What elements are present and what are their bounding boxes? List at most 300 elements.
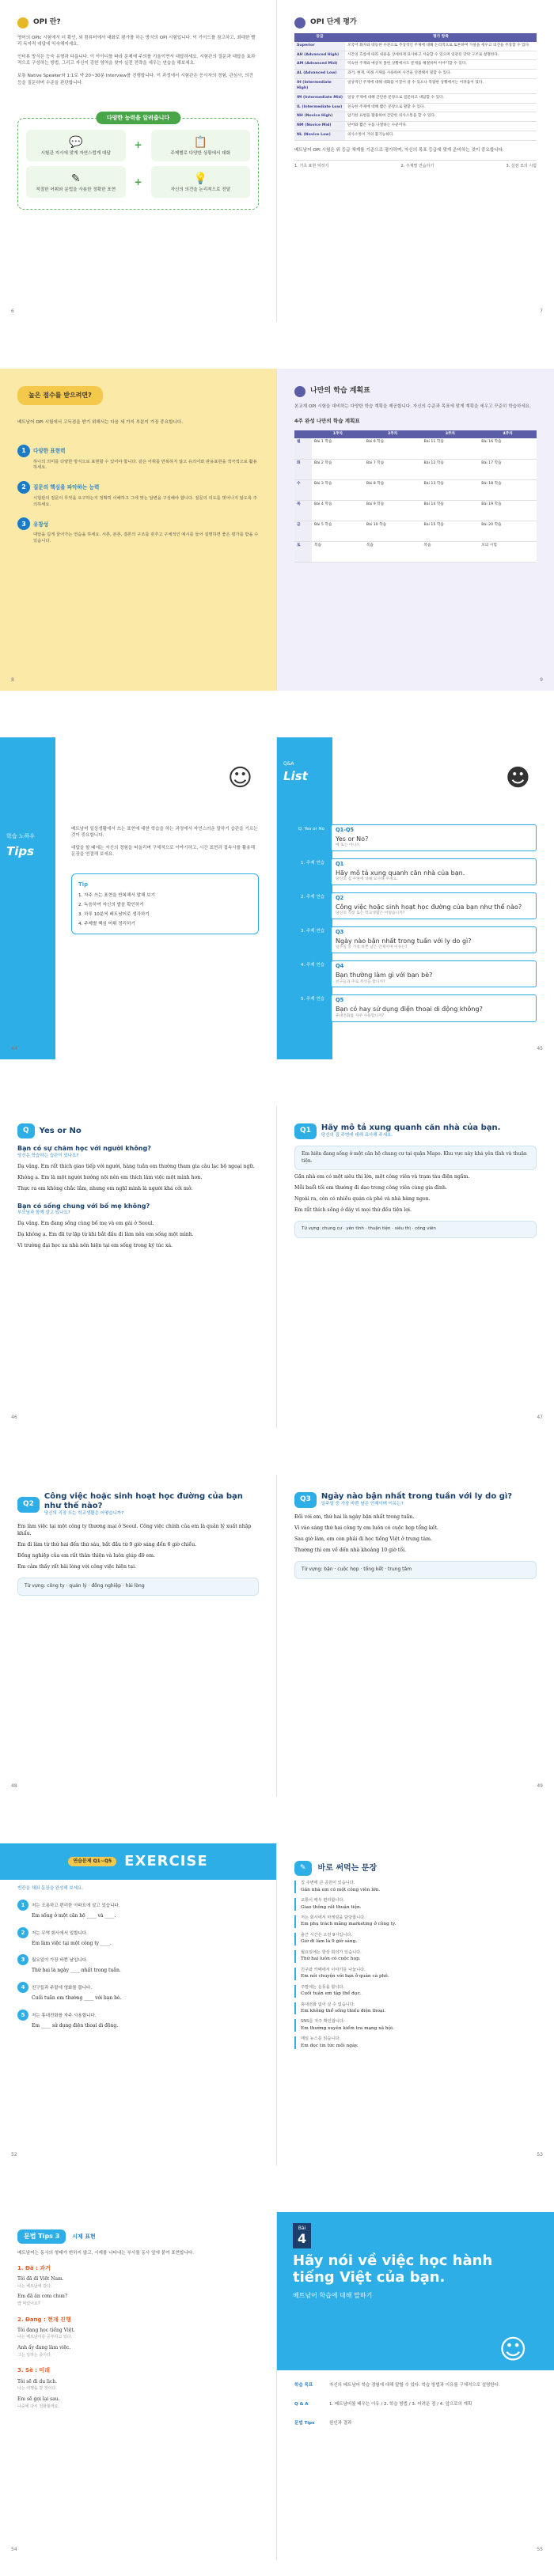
page-number: 9 (540, 677, 543, 684)
page-opi-intro (0, 0, 277, 322)
step-number: 1 (17, 445, 30, 457)
page-yes-no: Q Yes or No Bạn có sự chăm học với người không? 당신은 학습하는 습관이 있나요? Dạ vâng. Em rất thích giao tiếp với người, hàng tuần em thường tham gia câu lạc bộ ngoại ngữ. Không ạ. Em là một người hướng nội nên em thích làm việc một mình hơn. Thực ra em không chắc lắm, nhưng em nghĩ mình là người khá cởi mở. Bạn có sống chung với bố mẹ không? 부모님과 함께 살고 있나요? Dạ vâng. Em đang sống cùng bố mẹ và em gái ở Seoul. Dạ không ạ. Em đã tự lập từ khi bắt đầu đi làm nên em sống một mình. Vì trường đại học xa nhà nên hiện tại em sống trong ký túc xá. 46 (0, 1106, 277, 1428)
plus-icon: + (134, 139, 142, 151)
page-q1: Q1 Hãy mô tả xung quanh căn nhà của bạn. 당신의 집 주변에 대해 묘사해 주세요. Em hiện đang sống ở một căn hộ chung cư tại quận Mapo. Khu vực này khá yên tĩnh và thuận tiện. Gần nhà em có một siêu thị lớn, một công viên và trạm tàu điện ngầm. Mỗi buổi tối em thường đi dạo trong công viên cùng gia đình. Ngoài ra, còn có nhiều quán cà phê và nhà hàng ngon. Em rất thích sống ở đây vì mọi thứ đều tiện lợi. Từ vựng: chung cư · yên tĩnh · thuận tiện · siêu thị · công viên 47 (294, 1123, 543, 1421)
tip-item: 3. 하루 10분씩 베트남어로 생각하기 (78, 911, 150, 917)
plan-cell: Bài 12 학습 (422, 459, 480, 479)
sentence-item (294, 2019, 537, 2032)
field-value: 1. 베트남어를 배우는 이유 / 2. 학습 방법 / 3. 어려운 점 / 4. 앞으로의 계획 (329, 2401, 472, 2407)
plan-cell: Bài 19 학습 (479, 500, 537, 521)
section-title: OPI 란? (33, 18, 61, 27)
tip-box: Tip 1. 자주 쓰는 표현을 반복해서 말해 보기 2. 녹음하여 자신의 발음 확인하기 3. 하루 10분씩 베트남어로 생각하기 4. 주제별 핵심 어휘 정리하기 (71, 873, 259, 934)
exercise-sentence: Thứ hai là ngày ____ nhất trong tuần. (32, 1968, 121, 1974)
lesson-field (294, 2402, 537, 2408)
page-number: 49 (537, 1783, 543, 1790)
sentence-ko: 휴대전화 없이 살 수 없습니다. (301, 2002, 355, 2007)
qa-label: Q5 (336, 997, 344, 1004)
paragraph: 베트남어 일상생활에서 쓰는 표현에 대한 학습을 하는 과정에서 자연스러운 말하기 습관을 기르는 것이 중요합니다. (71, 827, 258, 839)
section-title: 나만의 학습 계획표 (310, 387, 370, 396)
qa-label: Q1 (336, 861, 344, 868)
answer-line (294, 1525, 537, 1532)
answer-vi: Mỗi buổi tối em thường đi dạo trong công viên cùng gia đình. (294, 1185, 447, 1191)
qa-label: Q4 (336, 963, 344, 970)
question-title: Hãy mô tả xung quanh căn nhà của bạn. (321, 1123, 501, 1132)
plan-cell: 복습 (312, 541, 364, 562)
qa-vi: Bạn có hay sử dụng điện thoại di động không? (336, 1006, 483, 1013)
plan-cell: Bài 2 학습 (312, 459, 364, 479)
answer-vi: Vì vào sáng thứ hai công ty em luôn có cuộc họp tổng kết. (294, 1525, 438, 1531)
exercise-sentence: Em làm việc tại một công ty ____. (32, 1940, 112, 1946)
lesson-field (294, 2421, 537, 2427)
ability-box (17, 114, 259, 210)
table-row (294, 500, 537, 521)
level-cell: IH (Intermediate High) (294, 79, 345, 94)
answer-vi: Ngoài ra, còn có nhiều quán cà phê và nhà hàng ngon. (294, 1196, 431, 1203)
answer-vi: Em rất thích sống ở đây vì mọi thứ đều tiện lợi. (294, 1207, 412, 1214)
sentence-ko: 교통이 매우 편리합니다. (301, 1897, 345, 1903)
exercise-item (17, 1954, 259, 1975)
qa-vi: Công việc hoặc sinh hoạt học đường của bạn như thế nào? (336, 903, 522, 911)
table-row (294, 479, 537, 500)
field-value: 자신의 베트남어 학습 경험에 대해 말할 수 있다. 학습 방법과 이유를 구체적으로 설명한다. (329, 2383, 500, 2388)
bullet-icon (294, 17, 305, 28)
example-vi: Anh ấy đang làm việc. (17, 2345, 71, 2351)
sentence-item (294, 1985, 537, 1998)
qa-section: 3. 주제 연습 (301, 929, 324, 934)
page-number: 48 (11, 1783, 17, 1790)
desc-cell: 모국어 화자와 대등한 수준으로 추상적인 주제에 대해 논리적으로 토론하며 가설을 세우고 의견을 주장할 수 있다. (345, 42, 537, 51)
q-badge: Q3 (294, 1492, 317, 1507)
table-row (294, 42, 537, 51)
note: 베트남어 OPI 시험은 위 등급 체계를 기준으로 평가하며, 자신의 목표 등급에 맞게 준비하는 것이 중요합니다. (294, 147, 504, 153)
step-number: 3 (17, 517, 30, 530)
step-item (17, 481, 259, 508)
page-qa-list (277, 737, 554, 1059)
page-q3: Q3 Ngày nào bận nhất trong tuần với ly do gì? 일주일 중 가장 바쁜 날은 언제이며 이유는? Đối với em, thứ hai là ngày bận nhất trong tuần. Vì vào sáng thứ hai công ty em luôn có cuộc họp tổng kết. Sau giờ làm, em còn phải đi học tiếng Việt ở trung tâm. Thường thì em về đến nhà khoảng 10 giờ tối. Từ vựng: bận · cuộc họp · tổng kết · trung tâm 49 (294, 1492, 543, 1790)
grammar-example (17, 2276, 259, 2290)
exercise-prompt (17, 2010, 259, 2021)
tip-item: 2. 녹음하여 자신의 발음 확인하기 (78, 902, 144, 907)
desc-cell: 암기한 표현을 활용하여 간단한 의사소통을 할 수 있다. (345, 112, 537, 122)
example-ko: 그는 일하는 중이다. (17, 2352, 52, 2358)
qa-label: Q3 (336, 929, 344, 936)
q-badge: Q (17, 1123, 35, 1138)
spread-5 (0, 1475, 554, 1797)
tip-item: 4. 주제별 핵심 어휘 정리하기 (78, 921, 135, 926)
page-lesson-cover (277, 2212, 554, 2560)
qa-section: 1. 주제 연습 (301, 861, 324, 866)
qa-list-item (282, 960, 537, 987)
answer-line (17, 1524, 259, 1538)
page-grammar-tips (0, 2212, 277, 2560)
qa-list-item (282, 824, 537, 851)
table-header: 평가 항목 (345, 33, 537, 42)
table-header: 등급 (294, 33, 345, 42)
page-number: 54 (11, 2547, 17, 2553)
plus-icon: + (134, 176, 142, 188)
field-label: 문법 Tips (294, 2420, 315, 2426)
page-number: 45 (537, 1046, 543, 1052)
sentence-vi: Giờ đi làm là 9 giờ sáng. (301, 1939, 358, 1945)
answer-vi: Gần nhà em có một siêu thị lớn, một công viên và trạm tàu điện ngầm. (294, 1174, 470, 1180)
answer-vi: Thường thì em về đến nhà khoảng 10 giờ tối. (294, 1547, 407, 1553)
sentence-item (294, 1968, 537, 1980)
q-badge: Q2 (17, 1497, 40, 1512)
answer-line (294, 1185, 537, 1192)
step-text: 시험관의 질문이 무엇을 요구하는지 정확히 이해하고 그에 맞는 답변을 구성해야 합니다. 질문의 의도를 벗어나지 않도록 주의하세요. (33, 496, 257, 507)
qa-section: 2. 주제 연습 (301, 895, 324, 900)
exercise-sentence: Em ____ sử dụng điện thoại di động. (32, 2022, 119, 2029)
tip-item: 1. 자주 쓰는 표현을 반복해서 말해 보기 (78, 892, 156, 898)
desc-cell: 친숙한 주제에 대해 짧은 문장으로 말할 수 있다. (345, 103, 537, 112)
desc-cell: 일상 주제에 대해 간단한 문장으로 질문하고 대답할 수 있다. (345, 93, 537, 103)
sentence-ko: 출근 시간은 오전 9시입니다. (301, 1932, 353, 1938)
example-ko: 나는 여행을 갈 것이다. (17, 2386, 57, 2392)
exercise-number: 5 (17, 2010, 28, 2021)
example-vi: Tôi đang học tiếng Việt. (17, 2327, 75, 2333)
day-cell: 월 (294, 438, 312, 459)
answer-vi: Em đi làm từ thứ hai đến thứ sáu, bắt đầu từ 9 giờ sáng đến 6 giờ chiều. (17, 1541, 197, 1547)
page-study-plan (277, 369, 554, 691)
plan-cell: Bài 13 학습 (422, 479, 480, 500)
plan-cell: Bài 14 학습 (422, 500, 480, 521)
desc-cell: 단어와 짧은 구를 나열하는 수준이다. (345, 122, 537, 131)
exercise-item (17, 1927, 259, 1948)
q-badge: Q1 (294, 1123, 317, 1138)
exercise-ko: 저는 조용하고 편리한 아파트에 살고 있습니다. (32, 1903, 120, 1908)
answer-vi: Không ạ. Em là một người hướng nội nên em thích làm việc một mình hơn. (17, 1174, 203, 1180)
qa-ko: 당신의 집 주변에 대해 묘사해 주세요. (336, 877, 398, 882)
footer-steps: 1. 기초 표현 익히기 2. 주제별 연습하기 3. 실전 모의 시험 (294, 160, 537, 169)
spread-1 (0, 0, 554, 322)
table-row (294, 112, 537, 122)
table-row (294, 60, 537, 70)
answer-line (17, 1232, 259, 1239)
exercise-number: 2 (17, 1927, 28, 1938)
exercise-subtitle: 빈칸을 채워 문장을 완성해 보세요. (17, 1886, 84, 1891)
exercise-number: 3 (17, 1954, 28, 1965)
grammar-example (17, 2294, 259, 2307)
qa-vi: Ngày nào bận nhất trong tuần với ly do gì? (336, 937, 472, 945)
sentence-vi: Em đọc tin tức mỗi ngày. (301, 2043, 359, 2048)
sentence-ko: SNS를 자주 확인합니다. (301, 2019, 345, 2025)
lesson-subtitle: 베트남어 학습에 대해 말하기 (293, 2291, 373, 2299)
level-cell: Superior (294, 42, 345, 51)
opinion-icon: 💡 (193, 172, 207, 186)
qa-question (331, 858, 537, 885)
exercise-ko: 저는 휴대전화를 자주 사용합니다. (32, 2013, 97, 2018)
desc-cell: 시간의 흐름에 따라 내용을 상세하게 묘사하고 서술할 수 있으며 일관된 단락 구조로 설명한다. (345, 51, 537, 60)
field-label: Q & A (294, 2401, 309, 2407)
exercise-prompt (17, 1927, 259, 1938)
table-row (294, 70, 537, 79)
plan-cell: Bài 17 학습 (479, 459, 537, 479)
plan-cell: Bài 18 학습 (479, 479, 537, 500)
sentence-item (294, 1898, 537, 1911)
flag-icon (294, 386, 305, 397)
ability-cell: 💡 자신의 의견을 논리적으로 전달 (151, 166, 251, 198)
exercise-number: 4 (17, 1982, 28, 1993)
answer-line (294, 1547, 537, 1555)
answer-vi: Dạ vâng. Em đang sống cùng bố mẹ và em gái ở Seoul. (17, 1221, 154, 1227)
example-vi: Tôi đã đi Việt Nam. (17, 2275, 64, 2282)
qa-section: Q. Yes or No (298, 827, 324, 832)
qa-section: 5. 주제 연습 (301, 997, 324, 1002)
page-number: 53 (537, 2152, 543, 2158)
sentence-vi: Thứ hai luôn có cuộc họp. (301, 1957, 361, 1962)
intro: 베트남어는 동사의 형태가 변하지 않고, 시제를 나타내는 부사를 동사 앞에 붙여 표현합니다. (17, 2250, 195, 2256)
step-number: 2 (17, 481, 30, 494)
answer-vi: Vì trường đại học xa nhà nên hiện tại em sống trong ký túc xá. (17, 1243, 173, 1249)
page-high-score (0, 369, 277, 691)
exercise-ko: 저는 무역 회사에서 일합니다. (32, 1930, 88, 1936)
qa-vi: Yes or No? (336, 835, 369, 843)
qa-question (331, 892, 537, 919)
table-row (294, 541, 537, 562)
plan-cell: 모의 시험 (479, 541, 537, 562)
exercise-ko: 월요일이 가장 바쁜 날입니다. (32, 1958, 88, 1964)
tips-badge: 문법 Tips 3 (17, 2229, 66, 2244)
grammar-example (17, 2328, 259, 2341)
qa-list-item (282, 858, 537, 885)
answer-line (17, 1186, 259, 1193)
answer-line (294, 1207, 537, 1214)
sentence-ko: 매일 뉴스를 읽습니다. (301, 2036, 341, 2042)
exercise-item (17, 1900, 259, 1920)
vocab-box: Từ vựng: bận · cuộc họp · tổng kết · trung tâm (294, 1561, 537, 1579)
day-cell: 금 (294, 521, 312, 541)
lesson-field (294, 2383, 537, 2389)
answer-line (17, 1564, 259, 1571)
sentence-vi: Em phụ trách mảng marketing ở công ty. (301, 1922, 397, 1927)
mascot-icon: ☺ (227, 764, 252, 792)
sentence-vi: Em không thể sống thiếu điện thoại. (301, 2009, 386, 2014)
answer-vi: Thực ra em không chắc lắm, nhưng em nghĩ mình là người khá cởi mở. (17, 1185, 193, 1191)
answer-line (17, 1164, 259, 1171)
callout-title: 높은 점수를 받으려면? (17, 386, 103, 405)
page-number: 55 (537, 2547, 543, 2553)
section-title: OPI 단계 평가 (310, 18, 357, 27)
level-cell: AL (Advanced Low) (294, 70, 345, 79)
table-row (294, 459, 537, 479)
answer-vi: Đối với em, thứ hai là ngày bận nhất trong tuần. (294, 1513, 415, 1520)
step-title: 유창성 (33, 521, 49, 528)
ability-cell: 💬 시험관 지시에 맞게 자연스럽게 대답 (26, 130, 126, 161)
grammar-example (17, 2396, 259, 2410)
plan-cell: 복습 (422, 541, 480, 562)
table-row (294, 438, 537, 459)
qa-question (331, 926, 537, 953)
level-cell: IM (Intermediate Mid) (294, 93, 345, 103)
answer-line (294, 1536, 537, 1544)
level-cell: AM (Advanced Mid) (294, 60, 345, 70)
spread-4 (0, 1106, 554, 1428)
levels-table (294, 33, 537, 141)
exercise-title: EXERCISE (124, 1852, 208, 1869)
example-vi: Em sẽ gọi lại sau. (17, 2396, 60, 2402)
step-item (17, 517, 259, 544)
day-cell: 목 (294, 500, 312, 521)
sentence-item (294, 2002, 537, 2015)
qa-ko: 예 또는 아니오 (336, 843, 360, 848)
spread-3 (0, 737, 554, 1059)
answer-vi: Dạ không ạ. Em đã tự lập từ khi bắt đầu đi làm nên em sống một mình. (17, 1232, 194, 1238)
grammar-example (17, 2379, 259, 2392)
paragraph: 보통 Native Speaker와 1:1로 약 20~30분 Interview를 진행합니다. 이 과정에서 시험관은 응시자의 경험, 관심사, 의견 등을 질문하며 수준을 판단합니다. (17, 74, 253, 85)
example-vi: Tôi sẽ đi du lịch. (17, 2378, 57, 2385)
sentence-ko: 저는 회사에서 마케팅을 담당합니다. (301, 1915, 366, 1920)
sentence-vi: Em thường xuyên kiểm tra mạng xã hội. (301, 2025, 394, 2031)
answer-line (294, 1174, 537, 1181)
sentence-item (294, 1950, 537, 1963)
qa-ko: 당신의 직장 또는 학교생활은 어떻습니까? (336, 911, 405, 916)
qa-list-item (282, 892, 537, 919)
answer-vi: Em làm việc tại một công ty thương mại ở Seoul. Công việc chính của em là quản lý xuất nhập khẩu. (17, 1523, 252, 1536)
level-cell: AH (Advanced High) (294, 51, 345, 60)
desc-cell: 일상적인 주제에 대해 대화를 이끌어 갈 수 있으나 복잡한 상황에서는 어려움이 있다. (345, 79, 537, 94)
sentence-vi: Gần nhà em có một công viên lớn. (301, 1887, 381, 1892)
page-number: 6 (11, 309, 14, 315)
exercise-item (17, 2010, 259, 2030)
level-cell: IL (Intermediate Low) (294, 103, 345, 112)
qa-list-item (282, 926, 537, 953)
exercise-prompt (17, 1982, 259, 1993)
exercise-number: 1 (17, 1900, 28, 1911)
table-row (294, 93, 537, 103)
question-title: Ngày nào bận nhất trong tuần với ly do gì? (321, 1492, 513, 1501)
plan-cell: Bài 15 학습 (422, 521, 480, 541)
page-title: 바로 써먹는 문장 (317, 1863, 378, 1873)
page-number: 44 (11, 1046, 17, 1052)
plan-cell: Bài 20 학습 (479, 521, 537, 541)
step-heading (17, 517, 259, 530)
qa-vi: Hãy mô tả xung quanh căn nhà của bạn. (336, 869, 465, 877)
answer-line (17, 1243, 259, 1250)
exercise-sentence: Em sống ở một căn hộ ____ và ____. (32, 1912, 116, 1919)
paragraph: 대답을 할 때에는 자신의 경험을 떠올리며 구체적으로 이야기하고, 시간 표현과 접속사를 활용해 문장을 연결해 보세요. (71, 846, 256, 858)
mascot-icon: ☻ (505, 764, 530, 792)
qa-section: 4. 주제 연습 (301, 963, 324, 968)
plan-cell: Bài 6 학습 (364, 438, 422, 459)
qa-ko: 일주일 중 가장 바쁜 날은 언제이며 이유는? (336, 945, 408, 950)
example-ko: 나중에 다시 전화할게요. (17, 2404, 60, 2409)
step-heading (17, 481, 259, 494)
sentence-vi: Cuối tuần em tập thể dục. (301, 1991, 362, 1997)
page-tips (0, 737, 277, 1059)
ability-box-title: 다양한 능력을 알려줍니다 (96, 112, 180, 124)
answer-vi: Sau giờ làm, em còn phải đi học tiếng Việt ở trung tâm. (294, 1536, 432, 1542)
grammar-example (17, 2345, 259, 2358)
qa-label: Q1-Q5 (336, 827, 355, 833)
plan-cell: Bài 16 학습 (479, 438, 537, 459)
qa-question (331, 960, 537, 987)
page-number: 52 (11, 2152, 17, 2158)
qa-question (331, 994, 537, 1021)
level-cell: NH (Novice High) (294, 112, 345, 122)
page-useful-sentences (277, 1843, 554, 2165)
plan-cell: Bài 10 학습 (364, 521, 422, 541)
answer-vi: Dạ vâng. Em rất thích giao tiếp với người, hàng tuần em thường tham gia câu lạc bộ ngoại ngữ. (17, 1163, 255, 1169)
plan-table (294, 430, 537, 563)
field-value: 원인과 결과 (329, 2420, 352, 2426)
exercise-prompt (17, 1954, 259, 1965)
answer-line (17, 1553, 259, 1560)
side-band: Q&A List (277, 737, 332, 1059)
table-header: 2주차 (364, 430, 422, 439)
plan-cell: Bài 4 학습 (312, 500, 364, 521)
sentence-item (294, 1881, 537, 1893)
ability-cell: 📋 주제별로 다양한 상황에서 대화 (151, 130, 251, 161)
sentence-item (294, 1933, 537, 1945)
page-number: 46 (11, 1415, 17, 1421)
exercise-sentence: Cuối tuần em thường ____ với bạn bè. (32, 1995, 122, 2002)
table-header: 3주차 (422, 430, 480, 439)
plan-cell: 복습 (364, 541, 422, 562)
page-title: Yes or No (39, 1126, 82, 1135)
answer-intro: Em hiện đang sống ở một căn hộ chung cư tại quận Mapo. Khu vực này khá yên tĩnh và thuận tiện. (294, 1146, 537, 1170)
page-opi-levels (277, 0, 554, 322)
qa-question (331, 824, 537, 851)
tips-subtitle: 시제 표현 (72, 2233, 96, 2240)
qa-label: Q2 (336, 895, 344, 902)
lesson-header (277, 2212, 554, 2370)
sentence-item (294, 2036, 537, 2049)
example-vi: Em đã ăn cơm chưa? (17, 2294, 68, 2300)
table-row (294, 79, 537, 94)
table-header: 4주차 (479, 430, 537, 439)
page-number: 7 (540, 309, 543, 315)
spread-2 (0, 369, 554, 691)
answer-line (294, 1196, 537, 1203)
table-header (294, 430, 312, 439)
spread-7 (0, 2212, 554, 2560)
exercise-item (17, 1982, 259, 2002)
bullet-icon (17, 17, 28, 28)
sentence-ko: 집 주변에 큰 공원이 있습니다. (301, 1881, 355, 1886)
answer-line (17, 1175, 259, 1182)
desc-cell: 익숙한 주제와 예상치 못한 상황에서도 문제를 해결하며 이야기할 수 있다. (345, 60, 537, 70)
vocab-box: Từ vựng: công ty · quản lý · đồng nghiệp · hài lòng (17, 1578, 259, 1596)
step-title: 질문의 핵심을 파악하는 능력 (33, 484, 100, 491)
plan-cell: Bài 7 학습 (364, 459, 422, 479)
answer-vi: Em cảm thấy rất hài lòng với công việc hiện tại. (17, 1563, 137, 1570)
day-cell: 토 (294, 541, 312, 562)
side-band: 학습 노하우 Tips (0, 737, 55, 1059)
answer-line (17, 1221, 259, 1228)
grammar-icon: ✎ (70, 172, 81, 186)
vocab-box: Từ vựng: chung cư · yên tĩnh · thuận tiện · siêu thị · công viên (294, 1221, 537, 1238)
day-cell: 화 (294, 459, 312, 479)
step-text: 하나의 의미를 다양한 방식으로 표현할 수 있어야 합니다. 같은 어휘를 반복하지 않고 유의어와 관용표현을 적극적으로 활용하세요. (33, 459, 257, 471)
sentence-ko: 친구와 카페에서 이야기를 나눕니다. (301, 1967, 366, 1972)
exercise-tag: 연습문제 Q1~Q5 (68, 1857, 116, 1867)
paragraph: 영어의 OPIc 시험에서 더 확인, 외 컴퓨터에서 대화로 평가를 하는 방식의 OPI 시험입니다. 이 가이드를 참고하고, 최대한 빨리 독자적 대답에 익숙해지세요. (17, 36, 256, 47)
grammar-subheading: 3. Sẽ : 미래 (17, 2367, 50, 2374)
example-ko: 밥 먹었어요? (17, 2301, 40, 2306)
qa-list-item (282, 994, 537, 1021)
lesson-number: Bài 4 (293, 2223, 311, 2248)
level-cell: NL (Novice Low) (294, 131, 345, 140)
example-ko: 나는 베트남어를 공부하고 있다. (17, 2335, 73, 2340)
plan-cell: Bài 5 학습 (312, 521, 364, 541)
spread-6 (0, 1843, 554, 2165)
exercise-ko: 친구들과 주말에 영화를 봅니다. (32, 1985, 93, 1991)
answer-line (294, 1514, 537, 1521)
sentence-ko: 월요일에는 항상 회의가 있습니다. (301, 1949, 362, 1955)
desc-cell: 과거, 현재, 미래 시제를 사용하여 사건을 연결해서 말할 수 있다. (345, 70, 537, 79)
topic-icon: 📋 (193, 135, 207, 149)
qa-ko: 친구들과 주로 무엇을 합니까? (336, 979, 385, 984)
